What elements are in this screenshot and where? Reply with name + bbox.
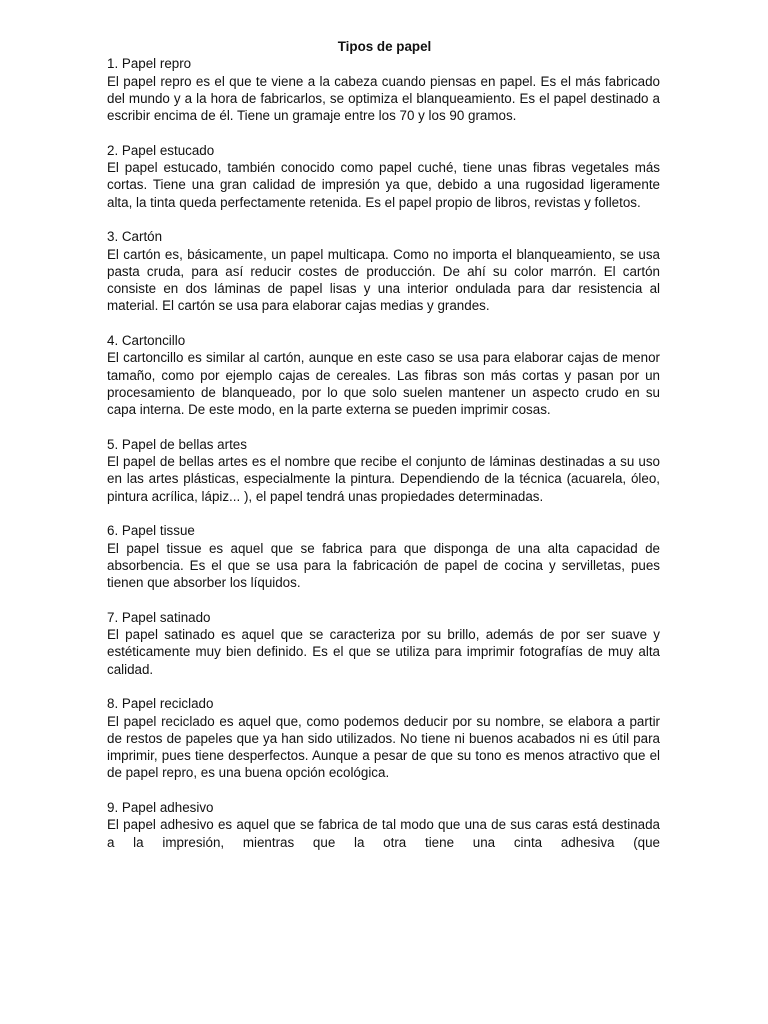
section-papel-bellas-artes [107, 436, 660, 505]
section-cartoncillo [107, 332, 660, 418]
section-papel-adhesivo [107, 799, 660, 851]
section-heading: 2. Papel estucado [107, 142, 215, 158]
section-carton [107, 228, 660, 314]
section-heading: 4. Cartoncillo [107, 333, 186, 349]
section-body: El cartoncillo es similar al cartón, aunque en este caso se usa para elaborar cajas de menor tamaño, como por ejemplo cajas de cereales. Las fibras son más cortas y pasan por un procesamiento de blanqueado, por lo que solo suelen mantener un aspecto crudo en su capa interna. De este modo, en la parte externa se pueden imprimir cosas. [107, 350, 660, 418]
section-heading: 9. Papel adhesivo [107, 800, 214, 816]
section-body: El papel satinado es aquel que se caracteriza por su brillo, además de por ser suave y estéticamente muy bien definido. Es el que se utiliza para imprimir fotografías de muy alta calidad. [107, 627, 660, 677]
section-heading: 6. Papel tissue [107, 523, 195, 539]
section-heading: 8. Papel reciclado [107, 696, 214, 712]
section-papel-tissue [107, 522, 660, 591]
section-heading: 5. Papel de bellas artes [107, 436, 247, 452]
section-body: El cartón es, básicamente, un papel multicapa. Como no importa el blanqueamiento, se usa pasta cruda, para así reducir costes de producción. De ahí su color marrón. El cartón consiste en dos láminas de papel lisas y una interior ondulada para dar resistencia al material. El cartón se usa para elaborar cajas medias y grandes. [107, 246, 660, 314]
section-body: El papel reciclado es aquel que, como podemos deducir por su nombre, se elabora a partir de restos de papeles que ya han sido utilizados. No tiene ni buenos acabados ni es útil para imprimir, pues tiene desperfectos. Aunque a pesar de que su tono es menos atractivo que el de papel repro, es una buena opción ecológica. [107, 713, 660, 781]
section-body: El papel adhesivo es aquel que se fabrica de tal modo que una de sus caras está destinada a la impresión, mientras que la otra tiene una cinta adhesiva (que [107, 817, 660, 850]
section-heading: 7. Papel satinado [107, 609, 211, 625]
section-body: El papel de bellas artes es el nombre que recibe el conjunto de láminas destinadas a su uso en las artes plásticas, especialmente la pintura. Dependiendo de la técnica (acuarela, óleo, pintura acrílica, lápiz... ), el papel tendrá unas propiedades determinadas. [107, 454, 660, 504]
section-papel-satinado [107, 609, 660, 678]
document-title: Tipos de papel [337, 39, 432, 54]
section-heading: 1. Papel repro [107, 56, 192, 72]
section-body: El papel tissue es aquel que se fabrica para que disponga de una alta capacidad de absorbencia. Es el que se usa para la fabricación de papel de cocina y servilletas, pues tienen que absorber los líquidos. [107, 540, 660, 591]
section-papel-estucado [107, 142, 660, 211]
section-heading: 3. Cartón [107, 229, 163, 245]
section-body: El papel repro es el que te viene a la cabeza cuando piensas en papel. Es el más fabricado del mundo y a la hora de fabricarlos, se optimiza el blanqueamiento. Es el papel destinado a escribir encima de él. Tiene un gramaje entre los 70 y los 90 gramos. [107, 73, 660, 124]
section-body: El papel estucado, también conocido como papel cuché, tiene unas fibras vegetales más cortas. Tiene una gran calidad de impresión ya que, debido a una rugosidad ligeramente alta, la tinta queda perfectamente retenida. Es el papel propio de libros, revistas y folletos. [107, 160, 660, 210]
section-papel-repro [107, 55, 660, 124]
section-papel-reciclado [107, 695, 660, 781]
document-page [107, 38, 660, 868]
